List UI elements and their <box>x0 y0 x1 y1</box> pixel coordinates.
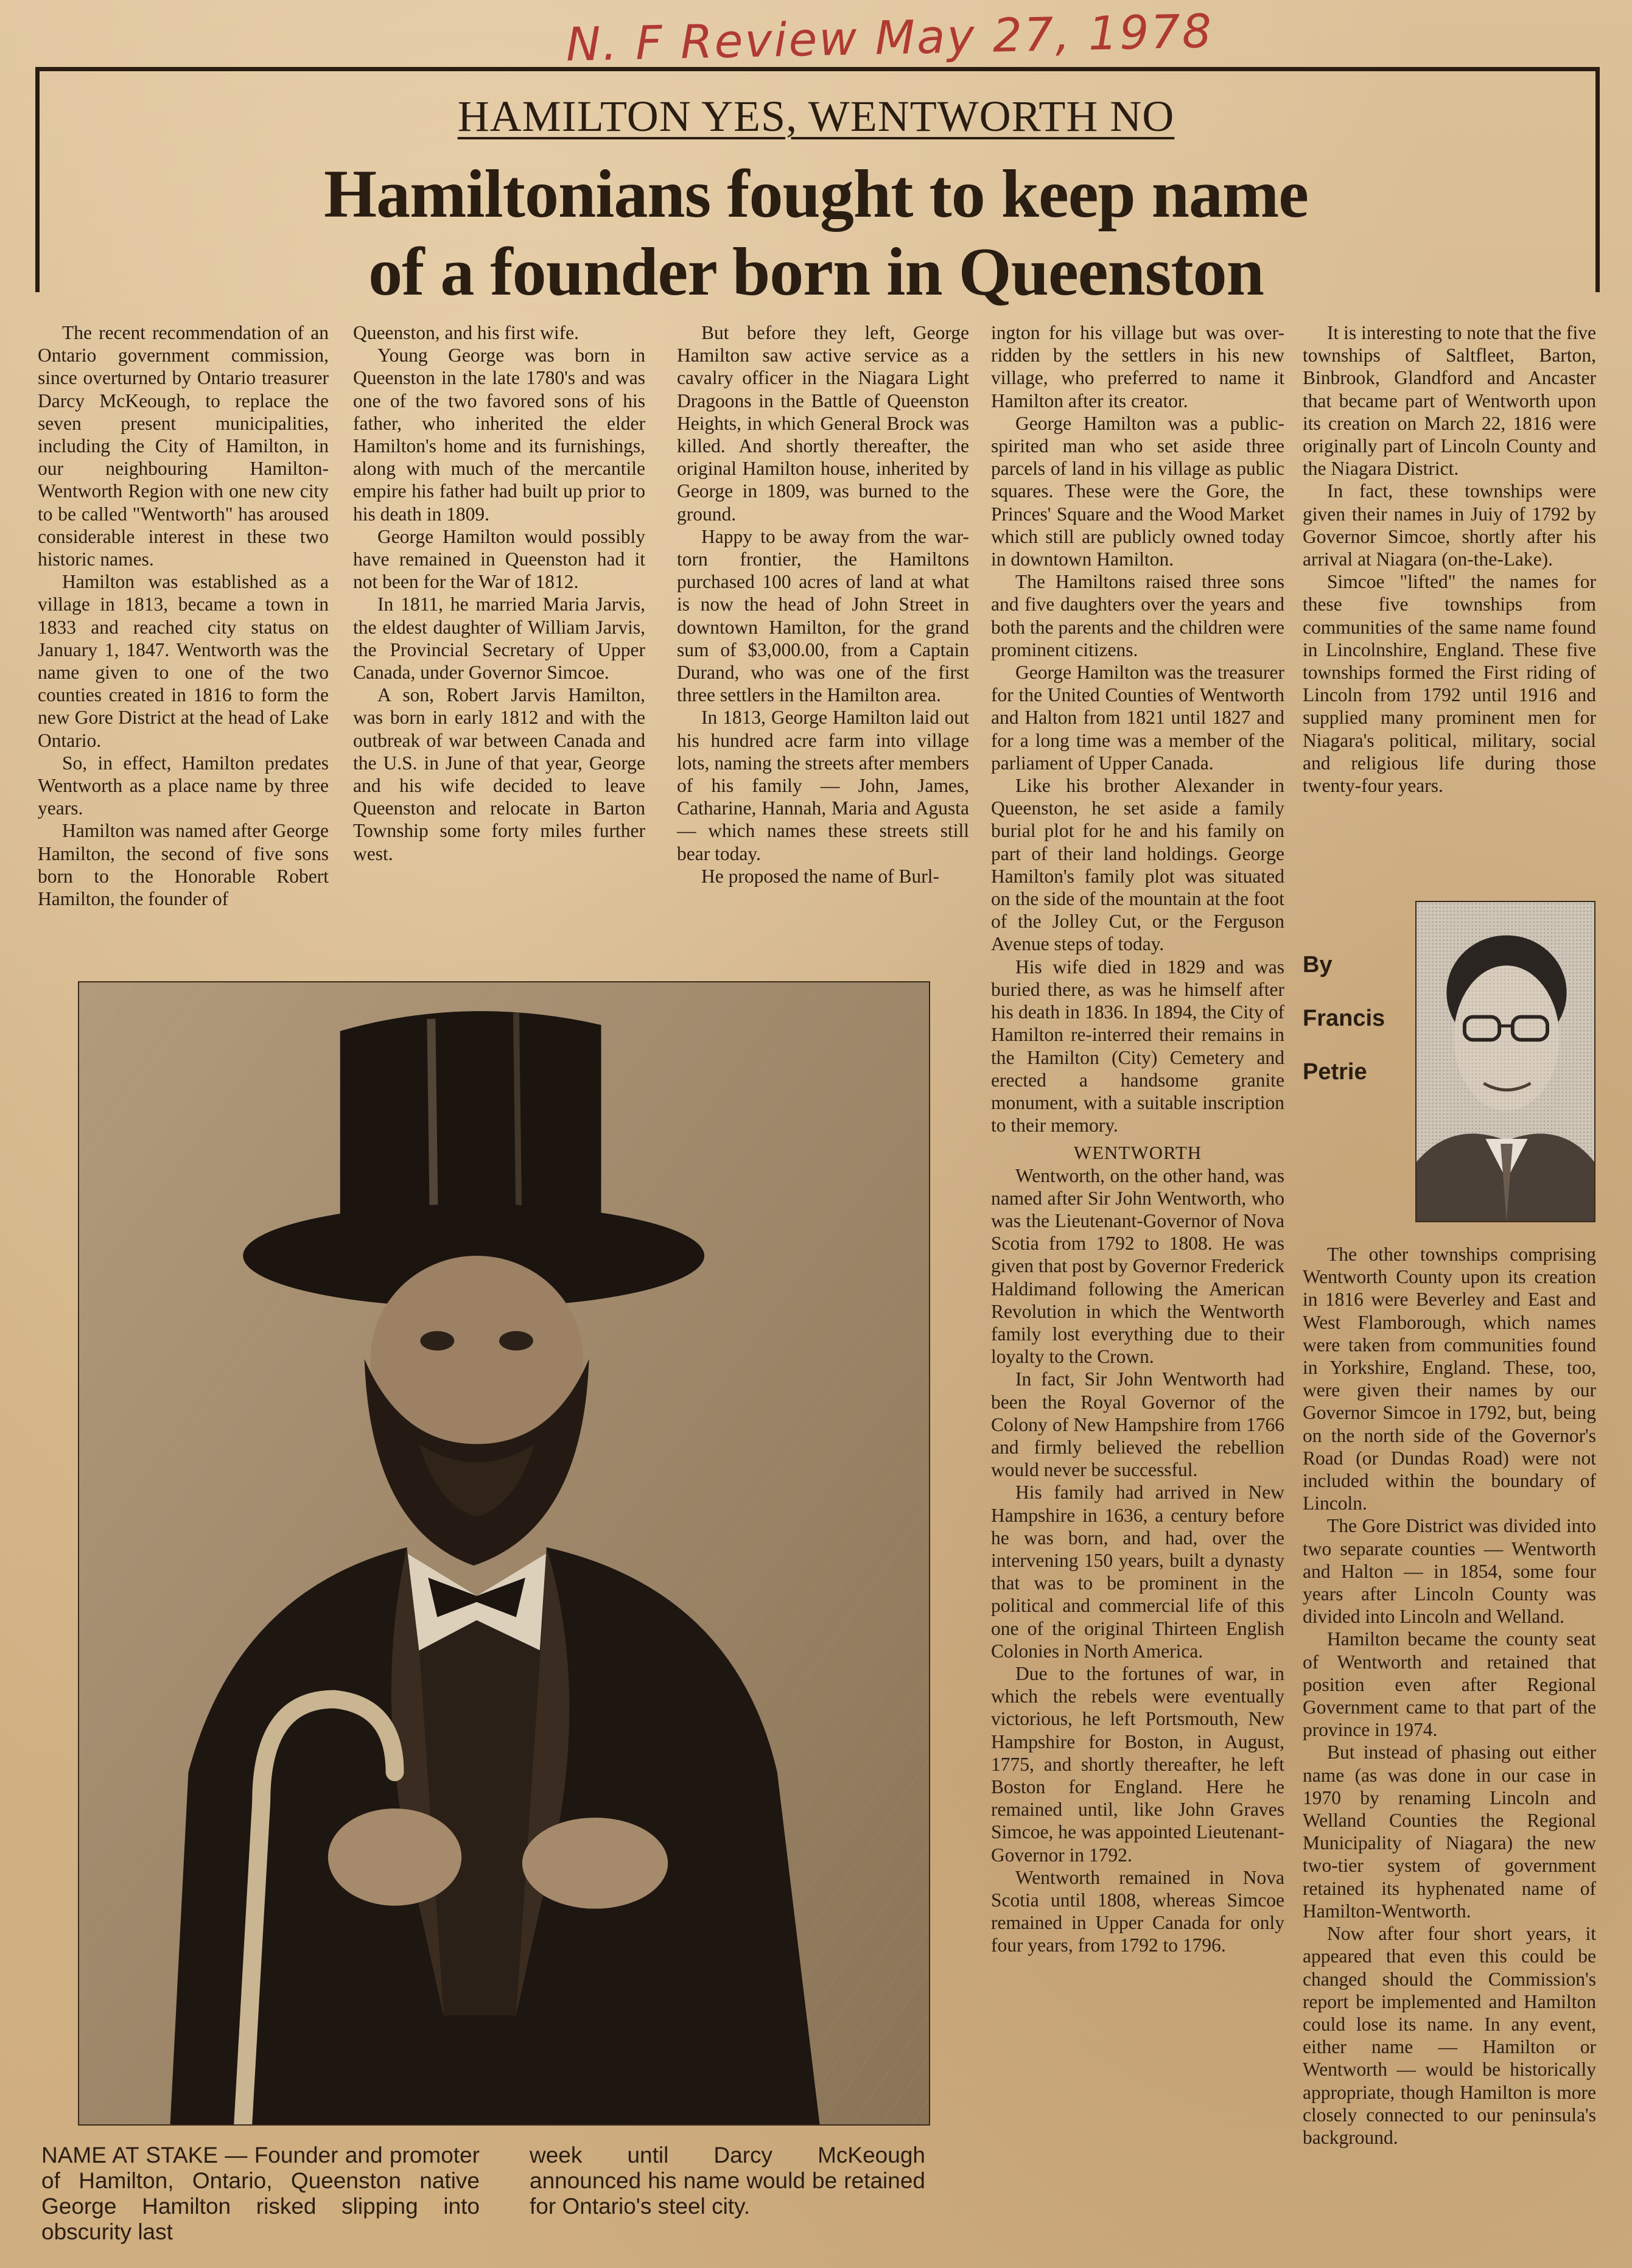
paragraph: Now after four short years, it appeared that even this could be changed should the Commission's report be implemented and Hamilton could lose its name. In any event, either name — Hamilton or Wentworth — would be historically appropriate, though Hamilton is more closely connected to our peninsula's background. <box>1303 1923 1596 2148</box>
paragraph: It is interesting to note that the five townships of Saltfleet, Barton, Binbrook, Glandford and Ancaster that became part of Wentworth upon its creation on March 22, 1816 were originally part of Lincoln County and the Niagara District. <box>1303 322 1596 480</box>
handwritten-date-note: N. F Review May 27, 1978 <box>565 4 1214 72</box>
paragraph: But before they left, George Hamilton saw active service as a cavalry officer in the Niagara Light Dragoons in the Battle of Queenston Heights, in which General Brock was killed. And shortly thereafter, the original Hamilton house, inherited by George in 1809, was burned to the ground. <box>677 322 969 525</box>
paragraph: Young George was born in Queenston in the late 1780's and was one of the two favored sons of his father, who inherited the elder Hamilton's home and its furnishings, along with much of the mercantile empire his father had built up prior to his death in 1809. <box>353 345 645 525</box>
paragraph: In 1811, he married Maria Jarvis, the eldest daughter of William Jarvis, the Provincial Secretary of Upper Canada, under Governor Simcoe. <box>353 593 645 684</box>
main-portrait-photo <box>78 981 930 2126</box>
author-photo <box>1415 901 1595 1222</box>
paragraph: In fact, Sir John Wentworth had been the Royal Governor of the Colony of New Hampshire from 1766 and firmly believed the rebellion would never be successful. <box>991 1368 1284 1481</box>
photo-caption-part-2: week until Darcy McKeough announced his name would be retained for Ontario's steel city. <box>530 2143 925 2219</box>
paragraph: George Hamilton would possibly have remained in Queenston had it not been for the War of 1812. <box>353 525 645 593</box>
paragraph: His family had arrived in New Hampshire in 1636, a century before he was born, and had, over the intervening 150 years, built a dynasty that was to be prominent in the political and commercial life of this one of the original Thirteen English Colonies in North America. <box>991 1482 1284 1662</box>
byline-last-name: Petrie <box>1303 1059 1367 1085</box>
paragraph: George Hamilton was the treasurer for the United Counties of Wentworth and Halton from 1821 until 1827 and for a long time was a member of the parliament of Upper Canada. <box>991 662 1284 774</box>
article-column-5 <box>1303 321 1596 797</box>
paragraph: His wife died in 1829 and was buried there, as was he himself after his death in 1836. In 1894, the City of Hamilton re-interred their remains in the Hamilton (City) Cemetery and erected a handsome granite monument, with a suitable inscription to their memory. <box>991 956 1284 1136</box>
article-column-3 <box>677 321 969 887</box>
paragraph: ington for his village but was over-ridden by the settlers in his new village, who preferred to name it Hamilton after its creator. <box>991 322 1284 411</box>
paragraph: But instead of phasing out either name (as was done in our case in 1970 by renaming Lincoln and Welland Counties the Regional Municipality of Niagara) the new two-tier system of government retained its hyphenated name of Hamilton-Wentworth. <box>1303 1741 1596 1922</box>
main-headline <box>0 155 1632 311</box>
paragraph: The recent recommendation of an Ontario government commission, since overturned by Ontario treasurer Darcy McKeough, to replace the seven present municipalities, including the City of Hamilton, in our neighbouring Hamilton-Wentworth Region with one new city to be called "Wentworth" has aroused considerable interest in these two historic names. <box>38 322 329 570</box>
kicker-headline: HAMILTON YES, WENTWORTH NO <box>457 92 1175 141</box>
paragraph: Queenston, and his first wife. <box>353 322 579 343</box>
byline <box>1303 953 1412 1113</box>
paragraph: In 1813, George Hamilton laid out his hundred acre farm into village lots, naming the streets after members of his family — John, James, Catharine, Hannah, Maria and Agusta — which names these streets still bear today. <box>677 707 969 864</box>
article-column-1 <box>38 321 329 910</box>
paragraph: Hamilton was established as a village in 1813, became a town in 1833 and reached city status on January 1, 1847. Wentworth was the name given to one of the two counties created in 1816 to form the new Gore District at the head of Lake Ontario. <box>38 571 329 751</box>
paragraph: He proposed the name of Burl- <box>701 865 940 887</box>
paragraph: The Hamiltons raised three sons and five daughters over the years and both the parents and the children were prominent citizens. <box>991 571 1284 660</box>
paragraph: George Hamilton was a public-spirited man who set aside three parcels of land in his village as public squares. These were the Gore, the Princes' Square and the Wood Market which still are publicly owned today in downtown Hamilton. <box>991 412 1284 570</box>
section-subhead: WENTWORTH <box>1073 1142 1202 1164</box>
photo-caption-part-1: NAME AT STAKE — Founder and promoter of Hamilton, Ontario, Queenston native George Hamilton risked slipping into obscurity last <box>41 2143 480 2244</box>
paragraph: Like his brother Alexander in Queenston, he set aside a family burial plot for he and his family on part of their land holdings. George Hamilton's family plot was situated on the side of the mountain at the foot of the Jolley Cut, or the Ferguson Avenue steps of today. <box>991 775 1284 955</box>
paragraph: In fact, these townships were given their names in Juiy of 1792 by Governor Simcoe, shortly after his arrival at Niagara (on-the-Lake). <box>1303 480 1596 570</box>
paragraph: Wentworth remained in Nova Scotia until 1808, whereas Simcoe remained in Upper Canada for only four years, from 1792 to 1796. <box>991 1866 1284 1956</box>
paragraph: Due to the fortunes of war, in which the rebels were eventually victorious, he left Portsmouth, New Hampshire for Boston, in August, 1775, and shortly thereafter, he left Boston for England. Here he remained until, like John Graves Simcoe, he was appointed Lieutenant-Governor in 1792. <box>991 1662 1284 1866</box>
paragraph: Wentworth, on the other hand, was named after Sir John Wentworth, who was the Lieutenant-Governor of Nova Scotia from 1792 to 1808. He was given that post by Governor Frederick Haldimand following the American Revolution in which the Wentworth family lost everything due to their loyalty to the Crown. <box>991 1164 1285 1368</box>
paragraph: The Gore District was divided into two separate counties — Wentworth and Halton — in 1854, some four years after Lincoln County was divided into Lincoln and Welland. <box>1303 1515 1596 1628</box>
paragraph: Hamilton became the county seat of Wentworth and retained that position even after Regional Government came to that part of the province in 1974. <box>1303 1628 1596 1741</box>
paragraph: So, in effect, Hamilton predates Wentworth as a place name by three years. <box>38 752 329 819</box>
article-column-2 <box>353 321 645 865</box>
author-portrait-image <box>1417 902 1594 1221</box>
byline-by: By <box>1303 952 1333 978</box>
paragraph: Simcoe "lifted" the names for these five townships from communities of the same name found in Lincolnshire, England. These five townships formed the First riding of Lincoln from 1792 until 1916 and supplied many prominent men for Niagara's political, military, social and religious life during those twenty-four years. <box>1303 571 1596 797</box>
article-column-5-continued <box>1303 1243 1596 2149</box>
byline-first-name: Francis <box>1303 1006 1385 1031</box>
headline-line-1: Hamiltonians fought to keep name <box>324 156 1308 232</box>
paragraph: Hamilton was named after George Hamilton, the second of five sons born to the Honorable Robert Hamilton, the founder of <box>38 820 329 910</box>
portrait-image <box>79 982 929 2124</box>
paragraph: A son, Robert Jarvis Hamilton, was born in early 1812 and with the outbreak of war between Canada and the U.S. in June of that year, George and his wife decided to leave Queenston and relocate in Barton Township some forty miles further west. <box>353 684 645 864</box>
article-column-4 <box>991 321 1284 2221</box>
headline-line-2: of a founder born in Queenston <box>368 234 1264 310</box>
paragraph: The other townships comprising Wentworth County upon its creation in 1816 were Beverley and East and West Flamborough, which names were taken from communities found in Yorkshire, England. These, too, were given their names by our Governor Simcoe in 1792, but, being on the north side of the Governor's Road (or Dundas Road) were not included within the boundary of Lincoln. <box>1303 1244 1596 1514</box>
paragraph: Happy to be away from the war-torn frontier, the Hamiltons purchased 100 acres of land at what is now the head of John Street in downtown Hamilton, for the grand sum of $3,000.00, from a Captain Durand, who was one of the first three settlers in the Hamilton area. <box>677 525 969 706</box>
